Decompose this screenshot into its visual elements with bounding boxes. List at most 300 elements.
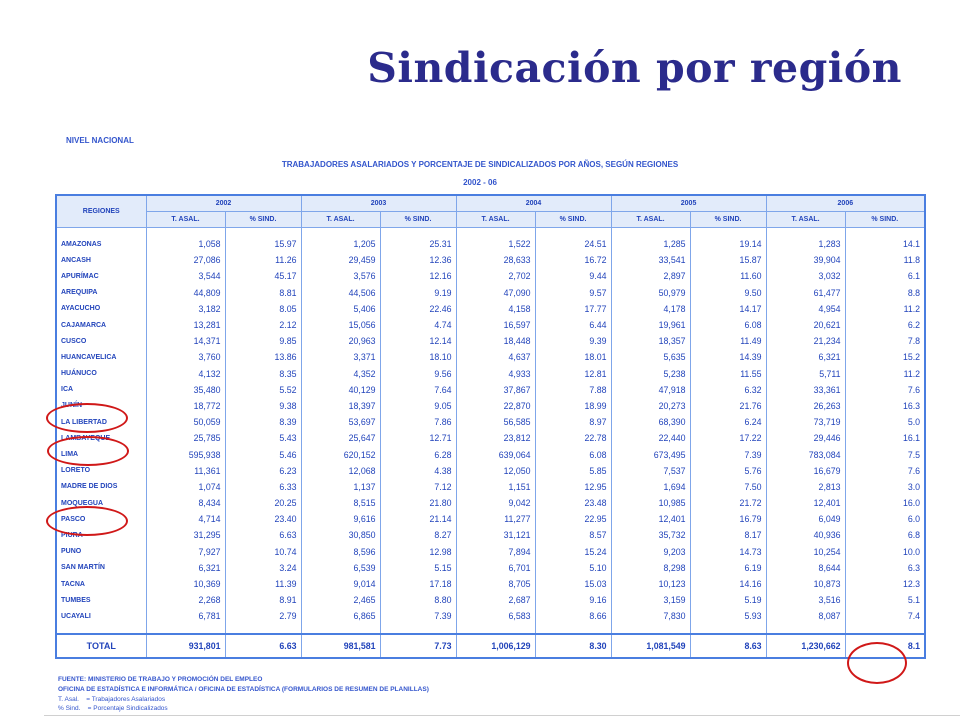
sind-cell: 16.1 — [845, 430, 925, 446]
asal-cell: 20,621 — [766, 317, 845, 333]
sind-cell: 6.24 — [690, 414, 766, 430]
region-cell: LORETO — [56, 463, 146, 479]
sind-cell: 5.19 — [690, 592, 766, 608]
sind-cell: 5.0 — [845, 414, 925, 430]
legend-sind — [58, 705, 168, 712]
asal-cell: 21,234 — [766, 333, 845, 349]
year-header: 2005 — [611, 195, 766, 212]
total-cell: 8.30 — [535, 634, 611, 658]
region-cell: JUNÍN — [56, 398, 146, 414]
sind-cell: 15.97 — [225, 236, 301, 252]
table-row — [56, 560, 925, 576]
sind-cell: 5.1 — [845, 592, 925, 608]
asal-cell: 5,238 — [611, 366, 690, 382]
sind-cell: 7.6 — [845, 463, 925, 479]
asal-cell: 1,694 — [611, 479, 690, 495]
region-cell: ICA — [56, 382, 146, 398]
region-cell: SAN MARTÍN — [56, 560, 146, 576]
asal-cell: 35,480 — [146, 382, 225, 398]
sind-cell: 12.36 — [380, 252, 456, 268]
asal-cell: 14,371 — [146, 333, 225, 349]
asal-cell: 4,158 — [456, 301, 535, 317]
sind-cell: 5.15 — [380, 560, 456, 576]
sind-cell: 12.81 — [535, 366, 611, 382]
total-cell: 1,006,129 — [456, 634, 535, 658]
region-cell: CAJAMARCA — [56, 317, 146, 333]
table-row — [56, 511, 925, 527]
asal-cell: 18,357 — [611, 333, 690, 349]
sind-cell: 9.16 — [535, 592, 611, 608]
asal-cell: 33,541 — [611, 252, 690, 268]
asal-cell: 25,785 — [146, 430, 225, 446]
asal-cell: 3,516 — [766, 592, 845, 608]
asal-cell: 35,732 — [611, 527, 690, 543]
table-period: 2002 - 06 — [463, 178, 497, 187]
asal-cell: 2,687 — [456, 592, 535, 608]
asal-cell: 47,918 — [611, 382, 690, 398]
region-cell: CUSCO — [56, 333, 146, 349]
legend-asal-key: T. Asal. — [58, 696, 79, 703]
sind-cell: 8.80 — [380, 592, 456, 608]
sind-cell: 6.3 — [845, 560, 925, 576]
column-header-row — [56, 212, 925, 228]
sind-cell: 23.40 — [225, 511, 301, 527]
asal-cell: 783,084 — [766, 446, 845, 462]
sind-cell: 7.12 — [380, 479, 456, 495]
table-row — [56, 576, 925, 592]
sind-cell: 21.80 — [380, 495, 456, 511]
total-cell: 1,081,549 — [611, 634, 690, 658]
sind-cell: 24.51 — [535, 236, 611, 252]
sind-cell: 22.46 — [380, 301, 456, 317]
asal-cell: 6,049 — [766, 511, 845, 527]
col-sind-header: % SIND. — [690, 212, 766, 228]
region-cell: HUÁNUCO — [56, 366, 146, 382]
asal-cell: 6,321 — [766, 349, 845, 365]
asal-cell: 20,963 — [301, 333, 380, 349]
sind-cell: 11.26 — [225, 252, 301, 268]
sind-cell: 22.95 — [535, 511, 611, 527]
sind-cell: 7.8 — [845, 333, 925, 349]
col-sind-header: % SIND. — [535, 212, 611, 228]
asal-cell: 2,702 — [456, 268, 535, 284]
table-row — [56, 382, 925, 398]
region-cell: PUNO — [56, 544, 146, 560]
sind-cell: 45.17 — [225, 268, 301, 284]
legend-asal — [58, 696, 165, 703]
legend-sind-value: = Porcentaje Sindicalizados — [87, 705, 168, 712]
asal-cell: 61,477 — [766, 285, 845, 301]
sind-cell: 8.81 — [225, 285, 301, 301]
asal-cell: 2,897 — [611, 268, 690, 284]
footer-divider — [44, 715, 960, 716]
region-cell: HUANCAVELICA — [56, 349, 146, 365]
asal-cell: 23,812 — [456, 430, 535, 446]
asal-cell: 3,576 — [301, 268, 380, 284]
asal-cell: 8,434 — [146, 495, 225, 511]
asal-cell: 4,714 — [146, 511, 225, 527]
asal-cell: 56,585 — [456, 414, 535, 430]
table-row — [56, 463, 925, 479]
asal-cell: 3,182 — [146, 301, 225, 317]
asal-cell: 39,904 — [766, 252, 845, 268]
sind-cell: 18.99 — [535, 398, 611, 414]
sind-cell: 7.86 — [380, 414, 456, 430]
total-cell: 8.1 — [845, 634, 925, 658]
asal-cell: 37,867 — [456, 382, 535, 398]
sind-cell: 6.63 — [225, 527, 301, 543]
sind-cell: 6.8 — [845, 527, 925, 543]
sind-cell: 5.46 — [225, 446, 301, 462]
asal-cell: 8,515 — [301, 495, 380, 511]
asal-cell: 40,936 — [766, 527, 845, 543]
sind-cell: 4.74 — [380, 317, 456, 333]
table-row — [56, 285, 925, 301]
asal-cell: 40,129 — [301, 382, 380, 398]
col-asal-header: T. ASAL. — [611, 212, 690, 228]
table-row — [56, 333, 925, 349]
sind-cell: 6.19 — [690, 560, 766, 576]
asal-cell: 13,281 — [146, 317, 225, 333]
asal-cell: 595,938 — [146, 446, 225, 462]
asal-cell: 5,406 — [301, 301, 380, 317]
sind-cell: 7.4 — [845, 608, 925, 624]
region-cell: AYACUCHO — [56, 301, 146, 317]
asal-cell: 6,865 — [301, 608, 380, 624]
year-header: 2003 — [301, 195, 456, 212]
sind-cell: 7.5 — [845, 446, 925, 462]
sind-cell: 4.38 — [380, 463, 456, 479]
sind-cell: 11.8 — [845, 252, 925, 268]
spacer-row — [56, 625, 925, 634]
asal-cell: 47,090 — [456, 285, 535, 301]
sind-cell: 3.0 — [845, 479, 925, 495]
asal-cell: 10,123 — [611, 576, 690, 592]
asal-cell: 10,369 — [146, 576, 225, 592]
asal-cell: 1,151 — [456, 479, 535, 495]
sind-cell: 8.57 — [535, 527, 611, 543]
sind-cell: 14.73 — [690, 544, 766, 560]
sind-cell: 9.50 — [690, 285, 766, 301]
sind-cell: 9.85 — [225, 333, 301, 349]
asal-cell: 1,283 — [766, 236, 845, 252]
sind-cell: 16.79 — [690, 511, 766, 527]
sind-cell: 8.66 — [535, 608, 611, 624]
sind-cell: 12.98 — [380, 544, 456, 560]
total-cell: 931,801 — [146, 634, 225, 658]
table-row — [56, 301, 925, 317]
asal-cell: 68,390 — [611, 414, 690, 430]
col-asal-header: T. ASAL. — [766, 212, 845, 228]
total-cell: 981,581 — [301, 634, 380, 658]
col-asal-header: T. ASAL. — [456, 212, 535, 228]
sind-cell: 15.87 — [690, 252, 766, 268]
sind-cell: 12.3 — [845, 576, 925, 592]
asal-cell: 7,894 — [456, 544, 535, 560]
sind-cell: 9.19 — [380, 285, 456, 301]
legend-sind-key: % Sind. — [58, 705, 81, 712]
region-cell: TUMBES — [56, 592, 146, 608]
asal-cell: 30,850 — [301, 527, 380, 543]
sind-cell: 11.60 — [690, 268, 766, 284]
asal-cell: 7,830 — [611, 608, 690, 624]
sind-cell: 6.44 — [535, 317, 611, 333]
asal-cell: 6,701 — [456, 560, 535, 576]
table-row — [56, 592, 925, 608]
total-cell: 1,230,662 — [766, 634, 845, 658]
year-header: 2002 — [146, 195, 301, 212]
table-subtitle: TRABAJADORES ASALARIADOS Y PORCENTAJE DE SINDICALIZADOS POR AÑOS, SEGÚN REGIONES — [281, 160, 679, 169]
sind-cell: 9.57 — [535, 285, 611, 301]
sind-cell: 12.16 — [380, 268, 456, 284]
asal-cell: 27,086 — [146, 252, 225, 268]
sind-cell: 8.91 — [225, 592, 301, 608]
sind-cell: 11.39 — [225, 576, 301, 592]
asal-cell: 73,719 — [766, 414, 845, 430]
asal-cell: 4,933 — [456, 366, 535, 382]
spacer-row — [56, 228, 925, 237]
asal-cell: 26,263 — [766, 398, 845, 414]
sind-cell: 9.05 — [380, 398, 456, 414]
sind-cell: 9.38 — [225, 398, 301, 414]
year-header-row — [56, 195, 925, 212]
asal-cell: 9,042 — [456, 495, 535, 511]
sind-cell: 6.33 — [225, 479, 301, 495]
asal-cell: 5,635 — [611, 349, 690, 365]
asal-cell: 50,059 — [146, 414, 225, 430]
col-sind-header: % SIND. — [380, 212, 456, 228]
asal-cell: 9,203 — [611, 544, 690, 560]
table-body — [56, 228, 925, 634]
sind-cell: 8.97 — [535, 414, 611, 430]
union-table — [55, 194, 926, 659]
asal-cell: 22,440 — [611, 430, 690, 446]
sind-cell: 8.8 — [845, 285, 925, 301]
asal-cell: 53,697 — [301, 414, 380, 430]
sind-cell: 14.16 — [690, 576, 766, 592]
region-cell: MOQUEGUA — [56, 495, 146, 511]
region-cell: PIURA — [56, 527, 146, 543]
region-cell: AMAZONAS — [56, 236, 146, 252]
asal-cell: 9,616 — [301, 511, 380, 527]
sind-cell: 21.14 — [380, 511, 456, 527]
sind-cell: 17.77 — [535, 301, 611, 317]
asal-cell: 31,121 — [456, 527, 535, 543]
asal-cell: 6,583 — [456, 608, 535, 624]
table-row — [56, 608, 925, 624]
sind-cell: 9.44 — [535, 268, 611, 284]
sind-cell: 3.24 — [225, 560, 301, 576]
asal-cell: 28,633 — [456, 252, 535, 268]
asal-cell: 4,178 — [611, 301, 690, 317]
asal-cell: 3,760 — [146, 349, 225, 365]
table-row — [56, 527, 925, 543]
sind-cell: 6.1 — [845, 268, 925, 284]
asal-cell: 4,132 — [146, 366, 225, 382]
asal-cell: 44,809 — [146, 285, 225, 301]
asal-cell: 1,205 — [301, 236, 380, 252]
sind-cell: 11.2 — [845, 366, 925, 382]
year-header: 2004 — [456, 195, 611, 212]
asal-cell: 8,087 — [766, 608, 845, 624]
legend-asal-value: = Trabajadores Asalariados — [86, 696, 166, 703]
sind-cell: 25.31 — [380, 236, 456, 252]
sind-cell: 11.2 — [845, 301, 925, 317]
sind-cell: 8.05 — [225, 301, 301, 317]
table-row — [56, 349, 925, 365]
table-row — [56, 446, 925, 462]
col-sind-header: % SIND. — [845, 212, 925, 228]
sind-cell: 6.08 — [690, 317, 766, 333]
asal-cell: 4,352 — [301, 366, 380, 382]
asal-cell: 19,961 — [611, 317, 690, 333]
sind-cell: 9.56 — [380, 366, 456, 382]
asal-cell: 22,870 — [456, 398, 535, 414]
asal-cell: 8,298 — [611, 560, 690, 576]
col-asal-header: T. ASAL. — [301, 212, 380, 228]
slide-title: Sindicación por región — [367, 44, 902, 92]
sind-cell: 6.32 — [690, 382, 766, 398]
asal-cell: 50,979 — [611, 285, 690, 301]
asal-cell: 2,465 — [301, 592, 380, 608]
table-row — [56, 495, 925, 511]
sind-cell: 15.2 — [845, 349, 925, 365]
asal-cell: 10,873 — [766, 576, 845, 592]
sind-cell: 6.0 — [845, 511, 925, 527]
sind-cell: 7.88 — [535, 382, 611, 398]
sind-cell: 12.71 — [380, 430, 456, 446]
total-cell: 8.63 — [690, 634, 766, 658]
table-row — [56, 479, 925, 495]
asal-cell: 20,273 — [611, 398, 690, 414]
sind-cell: 6.28 — [380, 446, 456, 462]
sind-cell: 12.14 — [380, 333, 456, 349]
sind-cell: 21.76 — [690, 398, 766, 414]
col-asal-header: T. ASAL. — [146, 212, 225, 228]
asal-cell: 7,537 — [611, 463, 690, 479]
sind-cell: 8.39 — [225, 414, 301, 430]
asal-cell: 18,772 — [146, 398, 225, 414]
table-row — [56, 398, 925, 414]
asal-cell: 10,985 — [611, 495, 690, 511]
table-row — [56, 414, 925, 430]
office-note: OFICINA DE ESTADÍSTICA E INFORMÁTICA / OFICINA DE ESTADÍSTICA (FORMULARIOS DE RESUMEN DE PLANILLAS) — [58, 686, 429, 693]
sind-cell: 6.2 — [845, 317, 925, 333]
asal-cell: 11,361 — [146, 463, 225, 479]
region-cell: PASCO — [56, 511, 146, 527]
table-row — [56, 544, 925, 560]
table-row — [56, 268, 925, 284]
sind-cell: 19.14 — [690, 236, 766, 252]
asal-cell: 12,401 — [611, 511, 690, 527]
sind-cell: 2.12 — [225, 317, 301, 333]
asal-cell: 639,064 — [456, 446, 535, 462]
sind-cell: 2.79 — [225, 608, 301, 624]
sind-cell: 14.1 — [845, 236, 925, 252]
sind-cell: 22.78 — [535, 430, 611, 446]
asal-cell: 18,448 — [456, 333, 535, 349]
asal-cell: 2,813 — [766, 479, 845, 495]
sind-cell: 6.23 — [225, 463, 301, 479]
sind-cell: 11.55 — [690, 366, 766, 382]
region-cell: LAMBAYEQUE — [56, 430, 146, 446]
asal-cell: 1,058 — [146, 236, 225, 252]
asal-cell: 18,397 — [301, 398, 380, 414]
asal-cell: 10,254 — [766, 544, 845, 560]
asal-cell: 1,074 — [146, 479, 225, 495]
asal-cell: 4,954 — [766, 301, 845, 317]
sind-cell: 17.22 — [690, 430, 766, 446]
asal-cell: 11,277 — [456, 511, 535, 527]
sind-cell: 5.76 — [690, 463, 766, 479]
asal-cell: 673,495 — [611, 446, 690, 462]
region-cell: ANCASH — [56, 252, 146, 268]
region-cell: LA LIBERTAD — [56, 414, 146, 430]
region-cell: AREQUIPA — [56, 285, 146, 301]
asal-cell: 4,637 — [456, 349, 535, 365]
sind-cell: 8.35 — [225, 366, 301, 382]
sind-cell: 8.17 — [690, 527, 766, 543]
sind-cell: 6.08 — [535, 446, 611, 462]
sind-cell: 9.39 — [535, 333, 611, 349]
asal-cell: 2,268 — [146, 592, 225, 608]
asal-cell: 620,152 — [301, 446, 380, 462]
sind-cell: 5.52 — [225, 382, 301, 398]
asal-cell: 29,459 — [301, 252, 380, 268]
sind-cell: 5.85 — [535, 463, 611, 479]
asal-cell: 1,522 — [456, 236, 535, 252]
asal-cell: 3,371 — [301, 349, 380, 365]
sind-cell: 7.39 — [380, 608, 456, 624]
sind-cell: 16.0 — [845, 495, 925, 511]
asal-cell: 6,321 — [146, 560, 225, 576]
sind-cell: 18.10 — [380, 349, 456, 365]
sind-cell: 10.74 — [225, 544, 301, 560]
sind-cell: 14.39 — [690, 349, 766, 365]
sind-cell: 12.95 — [535, 479, 611, 495]
region-cell: TACNA — [56, 576, 146, 592]
asal-cell: 33,361 — [766, 382, 845, 398]
table-row — [56, 317, 925, 333]
asal-cell: 8,596 — [301, 544, 380, 560]
region-cell: MADRE DE DIOS — [56, 479, 146, 495]
sind-cell: 21.72 — [690, 495, 766, 511]
asal-cell: 16,597 — [456, 317, 535, 333]
sind-cell: 20.25 — [225, 495, 301, 511]
sind-cell: 16.72 — [535, 252, 611, 268]
source-note: FUENTE: MINISTERIO DE TRABAJO Y PROMOCIÓN DEL EMPLEO — [58, 676, 263, 683]
sind-cell: 7.64 — [380, 382, 456, 398]
region-cell: APURÍMAC — [56, 268, 146, 284]
sind-cell: 7.50 — [690, 479, 766, 495]
table-row — [56, 430, 925, 446]
asal-cell: 9,014 — [301, 576, 380, 592]
table-top-label: NIVEL NACIONAL — [66, 136, 134, 145]
total-label: TOTAL — [56, 634, 146, 658]
asal-cell: 8,705 — [456, 576, 535, 592]
sind-cell: 17.18 — [380, 576, 456, 592]
asal-cell: 7,927 — [146, 544, 225, 560]
regions-header: REGIONES — [56, 195, 146, 228]
sind-cell: 7.6 — [845, 382, 925, 398]
asal-cell: 3,544 — [146, 268, 225, 284]
col-sind-header: % SIND. — [225, 212, 301, 228]
region-cell: LIMA — [56, 446, 146, 462]
sind-cell: 15.24 — [535, 544, 611, 560]
asal-cell: 1,285 — [611, 236, 690, 252]
asal-cell: 16,679 — [766, 463, 845, 479]
sind-cell: 5.93 — [690, 608, 766, 624]
